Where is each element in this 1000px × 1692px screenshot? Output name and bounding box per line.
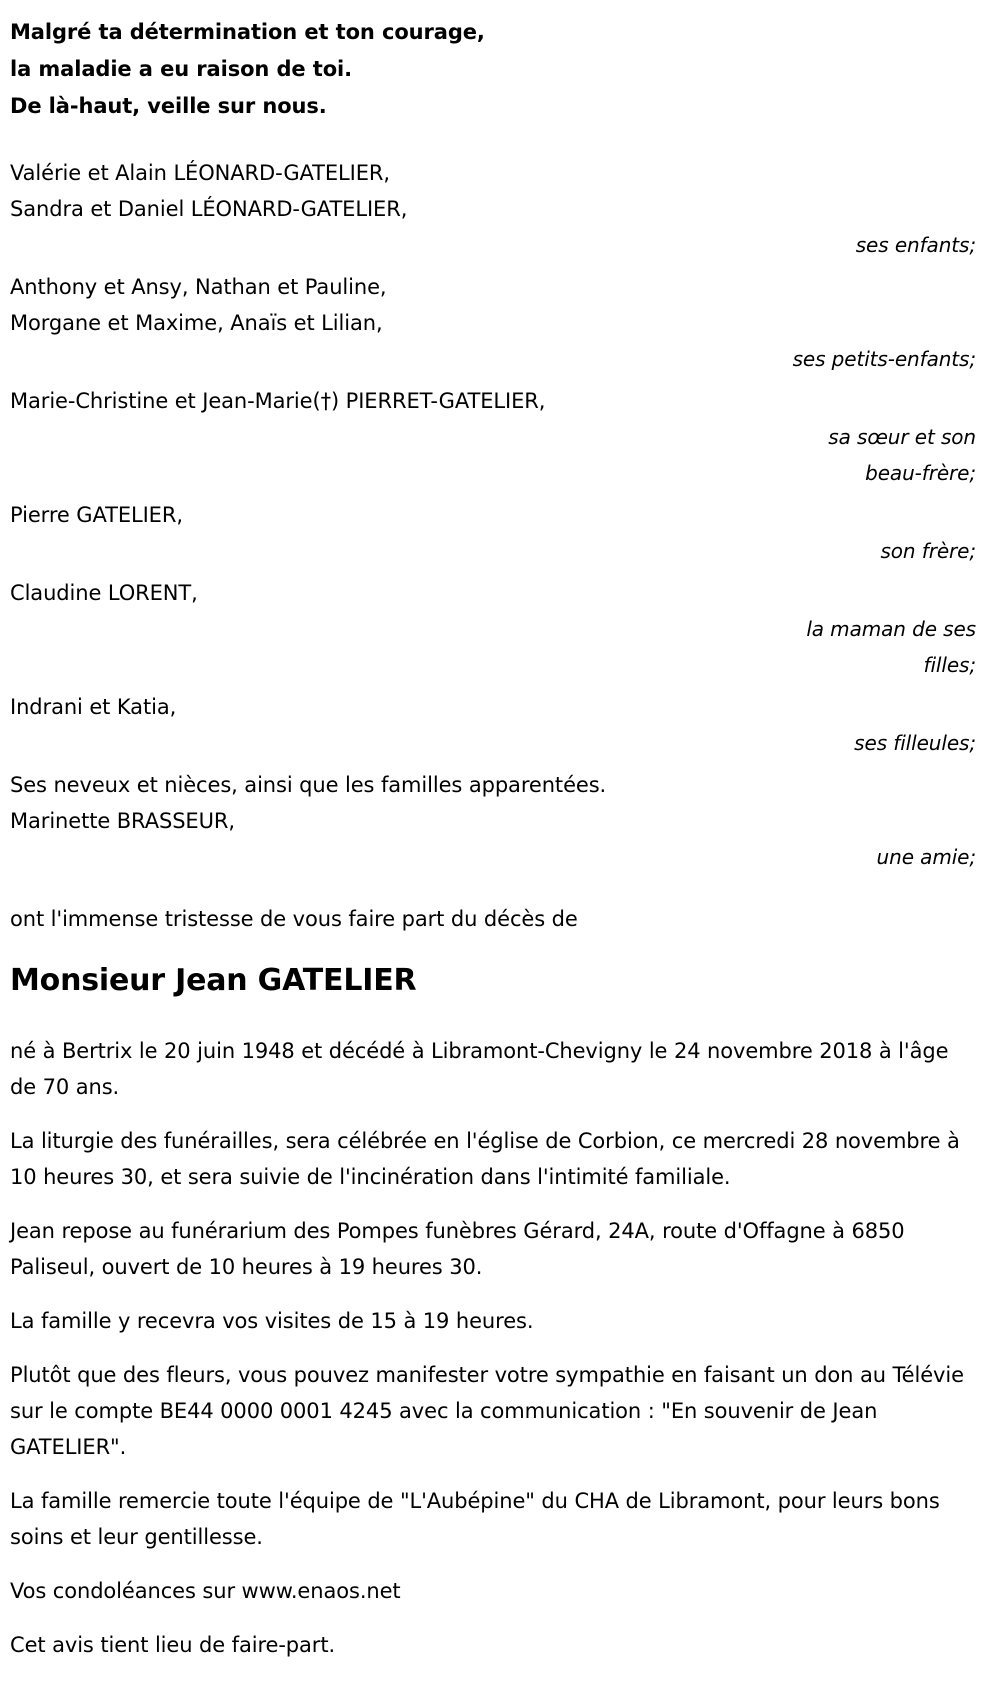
family-names [10,575,670,611]
family-name-line: Morgane et Maxime, Anaïs et Lilian, [10,311,383,335]
relation-label [10,227,978,263]
deceased-name: Monsieur Jean GATELIER [10,963,417,998]
family-list [10,155,978,875]
family-name-line: Ses neveux et nièces, ainsi que les familles apparentées. [10,773,607,797]
family-group [10,575,978,683]
announcement-body [10,1033,978,1663]
relation-label [10,341,978,377]
family-names [10,767,670,839]
opening-verse [10,14,978,125]
family-name-line: Marinette BRASSEUR, [10,809,235,833]
verse-line: Malgré ta détermination et ton courage, [10,20,485,44]
relation-line: la maman de ses [806,617,976,641]
body-paragraph: La famille remercie toute l'équipe de "L'Aubépine" du CHA de Libramont, pour leurs bons soins et leur gentillesse. [10,1489,940,1549]
announcement-intro: ont l'immense tristesse de vous faire part du décès de [10,907,578,931]
family-name-line: Pierre GATELIER, [10,503,183,527]
verse-line: la maladie a eu raison de toi. [10,57,353,81]
body-paragraph: La famille y recevra vos visites de 15 à 19 heures. [10,1309,534,1333]
relation-label [10,419,978,491]
relation-label [10,725,978,761]
family-name-line: Claudine LORENT, [10,581,198,605]
relation-line: sa sœur et son [828,425,976,449]
relation-line: filles; [923,653,976,677]
verse-line: De là-haut, veille sur nous. [10,94,327,118]
condolences-line: Vos condoléances sur www.enaos.net [10,1579,401,1603]
family-name-line: Indrani et Katia, [10,695,177,719]
relation-line: une amie; [876,845,976,869]
family-group [10,497,978,569]
relation-label [10,839,978,875]
family-names [10,689,670,725]
family-group [10,689,978,761]
family-names [10,269,670,341]
family-names [10,383,670,419]
body-paragraph: Jean repose au funérarium des Pompes funèbres Gérard, 24A, route d'Offagne à 6850 Paliseul, ouvert de 10 heures à 19 heures 30. [10,1219,905,1279]
relation-line: beau-frère; [865,461,976,485]
family-names [10,497,670,533]
family-name-line: Valérie et Alain LÉONARD-GATELIER, [10,161,390,185]
relation-line: son frère; [880,539,976,563]
relation-line: ses filleules; [854,731,976,755]
relation-label [10,611,978,683]
notice-footer: Cet avis tient lieu de faire-part. [10,1633,336,1657]
relation-line: ses enfants; [855,233,976,257]
family-name-line: Marie-Christine et Jean-Marie(†) PIERRET-GATELIER, [10,389,546,413]
relation-line: ses petits-enfants; [792,347,976,371]
body-paragraph: né à Bertrix le 20 juin 1948 et décédé à Libramont-Chevigny le 24 novembre 2018 à l'âge de 70 ans. [10,1039,949,1099]
body-paragraph: La liturgie des funérailles, sera célébrée en l'église de Corbion, ce mercredi 28 novembre à 10 heures 30, et sera suivie de l'incinération dans l'intimité familiale. [10,1129,960,1189]
family-group [10,383,978,491]
family-name-line: Sandra et Daniel LÉONARD-GATELIER, [10,197,408,221]
relation-label [10,533,978,569]
family-group [10,269,978,377]
family-name-line: Anthony et Ansy, Nathan et Pauline, [10,275,387,299]
family-group [10,767,978,875]
family-group [10,155,978,263]
body-paragraph: Plutôt que des fleurs, vous pouvez manifester votre sympathie en faisant un don au Télévie sur le compte BE44 0000 0001 4245 avec la communication : "En souvenir de Jean GATELIER". [10,1363,964,1459]
family-names [10,155,670,227]
